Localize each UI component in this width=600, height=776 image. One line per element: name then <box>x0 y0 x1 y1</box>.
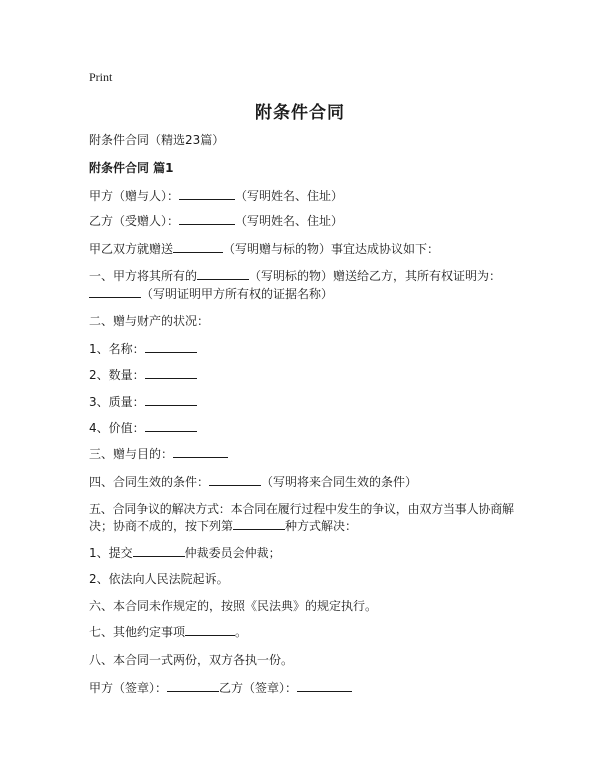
option-1-pre: 1、提交 <box>89 546 133 560</box>
agreement-pre: 甲乙双方就赠送 <box>89 242 174 256</box>
other-terms-blank <box>185 624 235 636</box>
option-1-line <box>89 545 281 561</box>
subject-blank <box>197 268 249 280</box>
party-a-hint: （写明姓名、住址） <box>235 189 344 203</box>
item-name-label: 1、名称： <box>89 342 145 356</box>
clause-7-post: 。 <box>235 625 248 639</box>
clause-1-line-2 <box>89 286 333 302</box>
item-name-blank <box>145 341 197 353</box>
clause-4-pre: 四、合同生效的条件： <box>89 475 210 489</box>
item-quality-label: 3、质量： <box>89 395 145 409</box>
option-2: 2、依法向人民法院起诉。 <box>89 572 229 586</box>
clause-5-line-1: 五、合同争议的解决方式：本合同在履行过程中发生的争议，由双方当事人协商解 <box>89 502 514 516</box>
item-quality-line <box>89 394 197 410</box>
party-b-hint: （写明姓名、住址） <box>235 214 344 228</box>
item-name-line <box>89 341 197 357</box>
arbitration-blank <box>133 545 185 557</box>
gift-object-blank <box>173 241 223 253</box>
party-a-line <box>89 188 343 204</box>
agreement-post: （写明赠与标的物）事宜达成协议如下： <box>223 242 440 256</box>
evidence-blank <box>89 286 141 298</box>
party-b-line <box>89 213 343 229</box>
item-qty-label: 2、数量： <box>89 368 145 382</box>
item-value-blank <box>145 420 197 432</box>
sign-a-label: 甲方（签章）： <box>89 681 168 695</box>
clause-7-line <box>89 624 247 640</box>
purpose-blank <box>173 446 228 458</box>
clause-3-label: 三、赠与目的： <box>89 447 174 461</box>
document-title: 附条件合同 <box>255 103 345 123</box>
document-subtitle: 附条件合同（精选23篇） <box>89 133 225 147</box>
clause-1-line-2-text: （写明证明甲方所有权的证据名称） <box>141 287 334 301</box>
clause-8: 八、本合同一式两份，双方各执一份。 <box>89 653 294 667</box>
sign-b-label: 乙方（签章）： <box>219 681 298 695</box>
option-1-post: 仲裁委员会仲裁； <box>184 546 281 560</box>
clause-1-line-1 <box>89 268 501 284</box>
method-blank <box>233 518 285 530</box>
sign-a-blank <box>167 680 219 692</box>
clause-5-line-2 <box>89 518 357 534</box>
party-a-label: 甲方（赠与人）： <box>89 189 180 203</box>
condition-blank <box>209 474 261 486</box>
clause-3-line <box>89 446 228 462</box>
clause-1-pre: 一、甲方将其所有的 <box>89 269 198 283</box>
print-label: Print <box>89 70 113 84</box>
clause-2: 二、赠与财产的状况： <box>89 314 210 328</box>
item-value-line <box>89 420 197 436</box>
item-quality-blank <box>145 394 197 406</box>
clause-4-line <box>89 474 417 490</box>
sign-b-blank <box>297 680 352 692</box>
party-a-blank <box>179 188 235 200</box>
clause-5-pre: 决；协商不成的，按下列第 <box>89 519 234 533</box>
clause-1-post: （写明标的物）赠送给乙方，其所有权证明为： <box>249 269 502 283</box>
agreement-line <box>89 241 439 257</box>
clause-4-post: （写明将来合同生效的条件） <box>261 475 418 489</box>
clause-7-pre: 七、其他约定事项 <box>89 625 186 639</box>
party-b-label: 乙方（受赠人）： <box>89 214 180 228</box>
item-qty-line <box>89 367 197 383</box>
item-value-label: 4、价值： <box>89 421 145 435</box>
clause-6: 六、本合同未作规定的，按照《民法典》的规定执行。 <box>89 599 378 613</box>
party-b-blank <box>179 213 235 225</box>
item-qty-blank <box>145 367 197 379</box>
clause-5-post: 种方式解决： <box>285 519 358 533</box>
signature-line <box>89 680 352 696</box>
section-heading: 附条件合同 篇1 <box>89 161 174 175</box>
